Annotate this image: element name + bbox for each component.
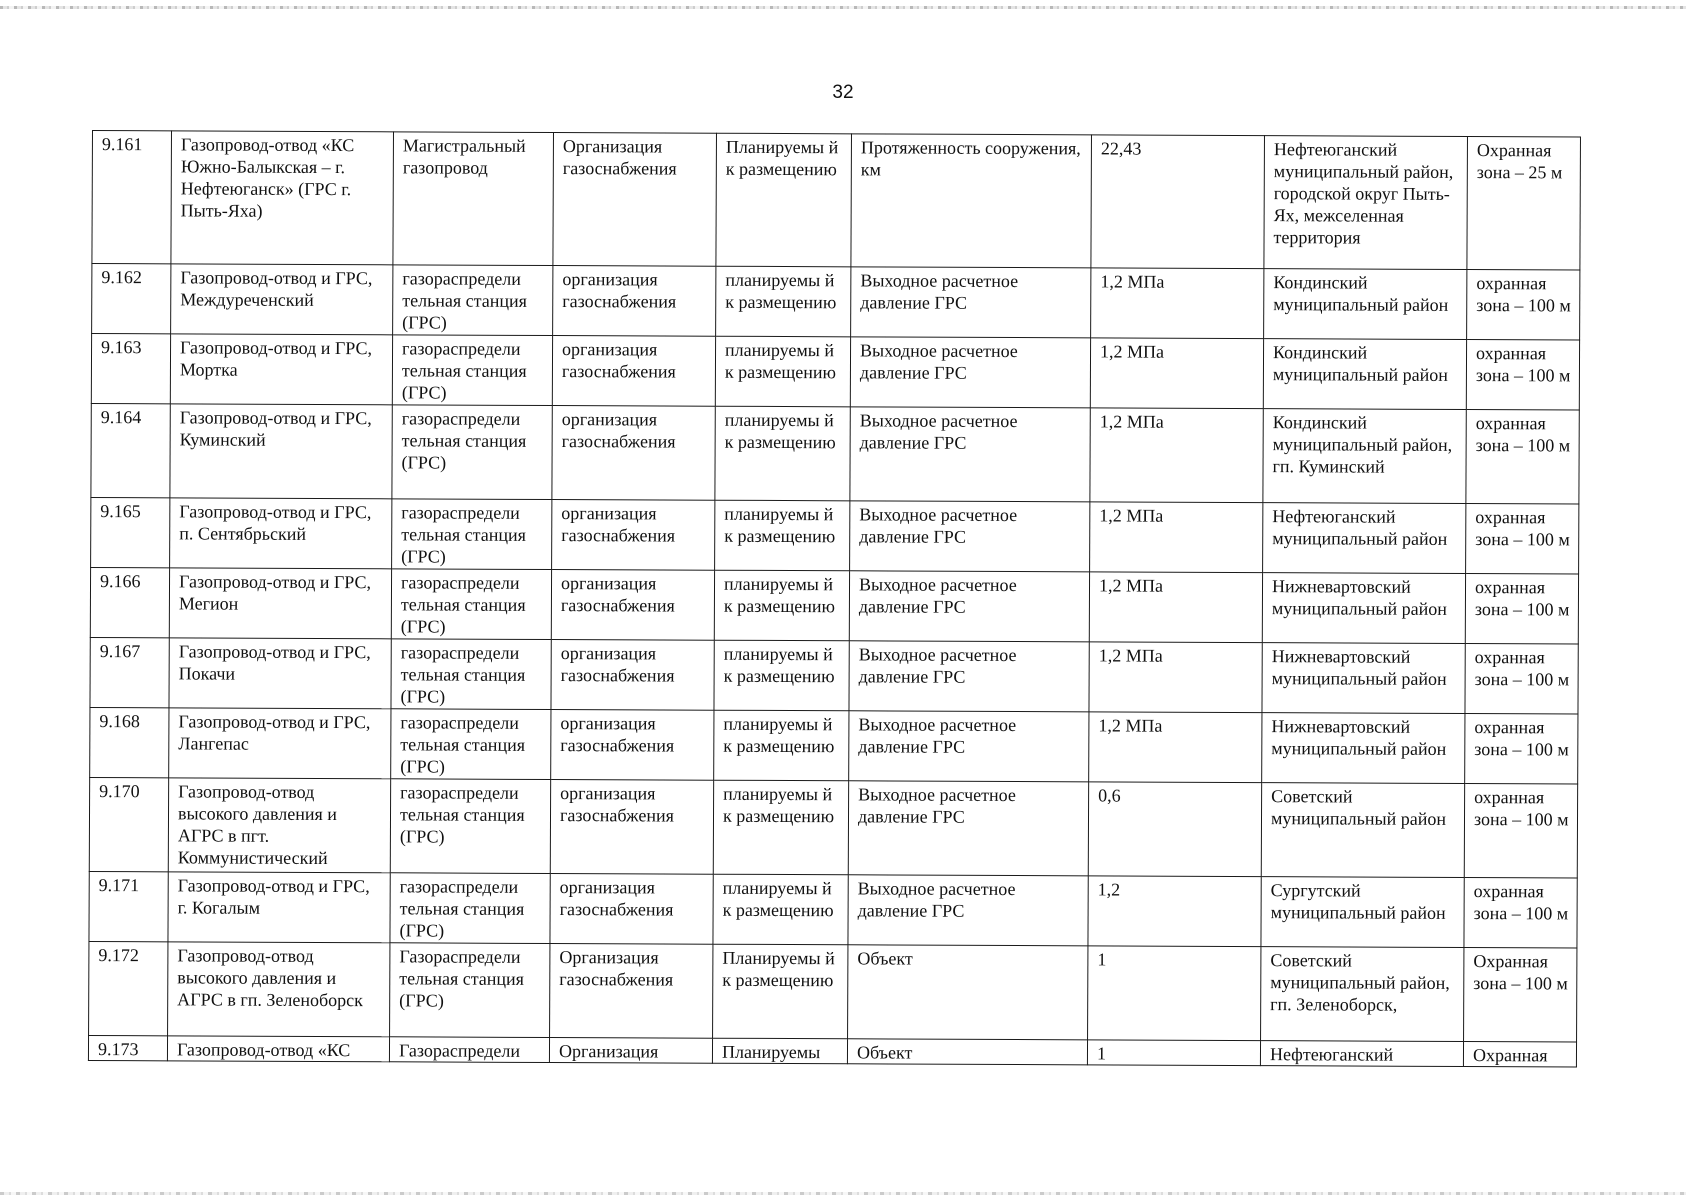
cell-status: Планируемы xyxy=(712,1038,847,1064)
table-row xyxy=(90,637,1578,713)
table-row xyxy=(92,264,1580,340)
scan-edge-bottom xyxy=(0,1192,1686,1195)
table-row xyxy=(91,497,1579,573)
table-row xyxy=(89,871,1577,947)
cell-value: 1,2 МПа xyxy=(1091,268,1264,339)
cell-purpose: организация газоснабжения xyxy=(553,266,716,337)
table-row xyxy=(91,334,1579,410)
cell-status: планируемы й к размещению xyxy=(716,266,851,337)
cell-purpose: организация газоснабжения xyxy=(550,874,713,945)
cell-parameter: Выходное расчетное давление ГРС xyxy=(848,875,1088,946)
table-row xyxy=(89,941,1577,1041)
cell-id: 9.165 xyxy=(91,497,170,567)
cell-id: 9.167 xyxy=(90,637,169,707)
cell-purpose: организация газоснабжения xyxy=(552,500,715,571)
cell-value: 1,2 МПа xyxy=(1090,338,1263,409)
cell-id: 9.161 xyxy=(92,131,172,264)
cell-value: 1,2 МПа xyxy=(1090,502,1263,573)
cell-zone: Охранная xyxy=(1463,1041,1576,1066)
cell-value: 1,2 МПа xyxy=(1089,712,1262,783)
cell-name: Газопровод-отвод и ГРС, Междуреченский xyxy=(171,264,393,335)
cell-name: Газопровод-отвод и ГРС, п. Сентябрьский xyxy=(170,498,392,569)
cell-location: Советский муниципальный район, гп. Зеленоборск, xyxy=(1261,947,1464,1042)
cell-parameter: Выходное расчетное давление ГРС xyxy=(850,337,1090,408)
cell-name: Газопровод-отвод и ГРС, Мегион xyxy=(169,568,391,639)
cell-id: 9.162 xyxy=(92,264,171,334)
cell-parameter: Выходное расчетное давление ГРС xyxy=(849,711,1089,782)
cell-type: газораспредели тельная станция (ГРС) xyxy=(391,639,551,710)
cell-parameter: Выходное расчетное давление ГРС xyxy=(850,407,1090,502)
objects-table xyxy=(88,130,1581,1067)
cell-value: 1,2 МПа xyxy=(1089,572,1262,643)
cell-status: планируемы й к размещению xyxy=(715,500,850,571)
cell-id: 9.172 xyxy=(89,941,168,1035)
cell-status: планируемы й к размещению xyxy=(715,336,850,407)
cell-zone: охранная зона – 100 м xyxy=(1464,877,1577,947)
cell-type: газораспредели тельная станция (ГРС) xyxy=(392,499,552,570)
cell-status: Планируемы й к размещению xyxy=(716,133,852,267)
cell-parameter: Протяженность сооружения, км xyxy=(851,134,1092,268)
cell-name: Газопровод-отвод и ГРС, Лангепас xyxy=(169,708,391,779)
cell-purpose: организация газоснабжения xyxy=(550,780,713,875)
table-row xyxy=(89,777,1577,877)
cell-type: газораспредели тельная станция (ГРС) xyxy=(390,779,550,874)
cell-status: планируемы й к размещению xyxy=(714,570,849,641)
cell-location: Нефтеюганский муниципальный район, городской округ Пыть-Ях, межселенная территория xyxy=(1264,136,1468,270)
cell-location: Нижневартовский муниципальный район xyxy=(1262,573,1465,644)
cell-status: планируемы й к размещению xyxy=(714,640,849,711)
cell-status: планируемы й к размещению xyxy=(715,406,850,501)
cell-type: газораспредели тельная станция (ГРС) xyxy=(392,405,552,500)
cell-parameter: Выходное расчетное давление ГРС xyxy=(850,501,1090,572)
cell-name: Газопровод-отвод высокого давления и АГРС в гп. Зеленоборск xyxy=(168,942,390,1037)
cell-location: Кондинский муниципальный район, гп. Куминский xyxy=(1263,409,1466,504)
cell-value: 1,2 xyxy=(1088,876,1261,947)
cell-zone: Охранная зона – 25 м xyxy=(1467,137,1581,270)
cell-type: газораспредели тельная станция (ГРС) xyxy=(391,709,551,780)
cell-type: газораспредели тельная станция (ГРС) xyxy=(392,335,552,406)
cell-zone: охранная зона – 100 м xyxy=(1467,270,1580,340)
cell-purpose: Организация газоснабжения xyxy=(553,133,717,267)
cell-purpose: Организация газоснабжения xyxy=(550,944,713,1039)
table-row xyxy=(90,707,1578,783)
cell-purpose: Организация xyxy=(549,1038,712,1064)
cell-zone: охранная зона – 100 м xyxy=(1466,339,1579,409)
cell-id: 9.173 xyxy=(88,1035,167,1060)
cell-purpose: организация газоснабжения xyxy=(552,336,715,407)
table-row xyxy=(90,567,1578,643)
cell-location: Сургутский муниципальный район xyxy=(1261,877,1464,948)
cell-name: Газопровод-отвод и ГРС, Покачи xyxy=(169,638,391,709)
cell-location: Нижневартовский муниципальный район xyxy=(1262,713,1465,784)
page-number: 32 xyxy=(832,82,854,103)
scan-edge-top xyxy=(0,6,1686,9)
cell-zone: охранная зона – 100 м xyxy=(1466,503,1579,573)
cell-zone: охранная зона – 100 м xyxy=(1464,783,1577,877)
cell-name: Газопровод-отвод «КС Южно-Балыкская – г. Нефтеюганск» (ГРС г. Пыть-Яха) xyxy=(171,131,394,265)
cell-parameter: Выходное расчетное давление ГРС xyxy=(849,571,1089,642)
cell-parameter: Выходное расчетное давление ГРС xyxy=(851,267,1091,338)
cell-zone: охранная зона – 100 м xyxy=(1465,573,1578,643)
cell-value: 1,2 МПа xyxy=(1090,408,1263,503)
cell-name: Газопровод-отвод высокого давления и АГРС в пгт. Коммунистический xyxy=(168,778,390,873)
cell-purpose: организация газоснабжения xyxy=(551,640,714,711)
table-row xyxy=(88,1035,1576,1066)
cell-parameter: Выходное расчетное давление ГРС xyxy=(849,641,1089,712)
cell-zone: Охранная зона – 100 м xyxy=(1464,947,1577,1041)
cell-name: Газопровод-отвод и ГРС, г. Когалым xyxy=(168,872,390,943)
cell-zone: охранная зона – 100 м xyxy=(1465,643,1578,713)
cell-status: Планируемы й к размещению xyxy=(713,944,848,1039)
cell-type: Магистральный газопровод xyxy=(393,132,554,266)
cell-parameter: Объект xyxy=(847,1039,1087,1065)
cell-location: Советский муниципальный район xyxy=(1261,783,1464,878)
cell-location: Кондинский муниципальный район xyxy=(1263,339,1466,410)
cell-location: Нефтеюганский xyxy=(1260,1041,1463,1067)
cell-type: газораспредели тельная станция (ГРС) xyxy=(390,873,550,944)
cell-status: планируемы й к размещению xyxy=(713,780,848,875)
cell-purpose: организация газоснабжения xyxy=(551,570,714,641)
cell-parameter: Объект xyxy=(848,945,1088,1040)
cell-value: 1 xyxy=(1087,1040,1260,1066)
cell-type: Газораспредели тельная станция (ГРС) xyxy=(390,943,550,1038)
cell-id: 9.170 xyxy=(89,777,168,871)
cell-id: 9.163 xyxy=(91,334,170,404)
cell-name: Газопровод-отвод и ГРС, Мортка xyxy=(170,334,392,405)
cell-status: планируемы й к размещению xyxy=(713,874,848,945)
cell-id: 9.168 xyxy=(90,707,169,777)
cell-type: газораспредели тельная станция (ГРС) xyxy=(391,569,551,640)
cell-parameter: Выходное расчетное давление ГРС xyxy=(848,781,1088,876)
cell-type: Газораспредели xyxy=(389,1037,549,1063)
table-row xyxy=(92,131,1581,270)
cell-name: Газопровод-отвод и ГРС, Куминский xyxy=(170,404,392,499)
cell-id: 9.166 xyxy=(90,567,169,637)
cell-name: Газопровод-отвод «КС xyxy=(167,1036,389,1062)
cell-location: Нефтеюганский муниципальный район xyxy=(1263,503,1466,574)
cell-value: 22,43 xyxy=(1091,135,1265,269)
cell-purpose: организация газоснабжения xyxy=(552,406,715,501)
cell-status: планируемы й к размещению xyxy=(714,710,849,781)
cell-value: 1 xyxy=(1088,946,1261,1041)
cell-zone: охранная зона – 100 м xyxy=(1465,713,1578,783)
cell-value: 0,6 xyxy=(1088,782,1261,877)
cell-value: 1,2 МПа xyxy=(1089,642,1262,713)
cell-location: Нижневартовский муниципальный район xyxy=(1262,643,1465,714)
cell-id: 9.164 xyxy=(91,403,170,497)
cell-purpose: организация газоснабжения xyxy=(551,710,714,781)
table-row xyxy=(91,403,1579,503)
cell-id: 9.171 xyxy=(89,871,168,941)
cell-type: газораспредели тельная станция (ГРС) xyxy=(393,265,553,336)
cell-location: Кондинский муниципальный район xyxy=(1264,269,1467,340)
cell-zone: охранная зона – 100 м xyxy=(1466,409,1579,503)
